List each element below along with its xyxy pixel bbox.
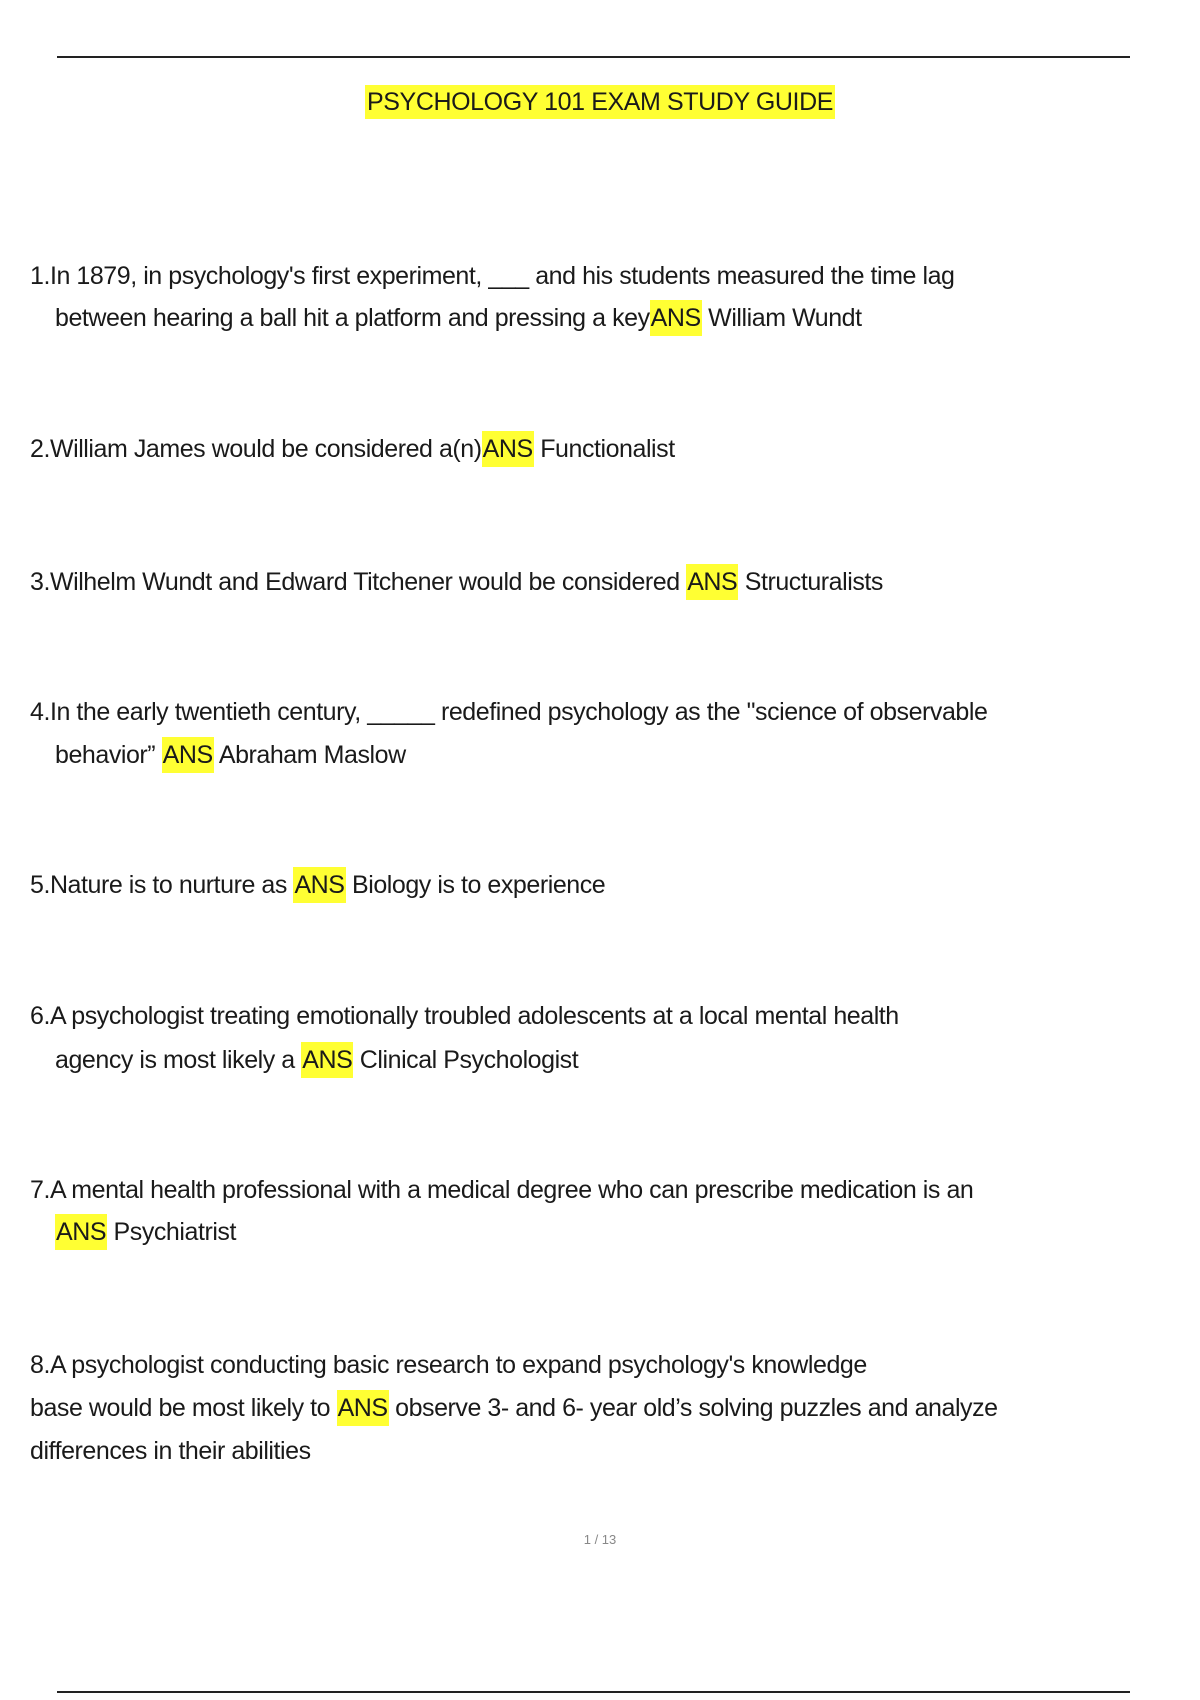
page-number: 1 / 13 bbox=[583, 1532, 617, 1547]
question-7-line bbox=[30, 1173, 973, 1207]
question-text: 2.William James would be considered a(n) bbox=[30, 435, 482, 463]
question-3-line bbox=[30, 565, 883, 599]
question-1-line bbox=[30, 259, 955, 293]
page-title bbox=[0, 88, 1200, 117]
title-text: PSYCHOLOGY 101 EXAM STUDY GUIDE bbox=[365, 85, 835, 119]
answer-text: Structuralists bbox=[738, 568, 883, 596]
answer-text: Biology is to experience bbox=[345, 871, 606, 899]
question-text: 3.Wilhelm Wundt and Edward Titchener would be considered bbox=[30, 568, 687, 596]
question-text: base would be most likely to bbox=[30, 1394, 337, 1422]
ans-label: ANS bbox=[650, 300, 702, 336]
bottom-rule bbox=[57, 1691, 1130, 1693]
answer-text: Abraham Maslow bbox=[213, 741, 406, 769]
question-8-line bbox=[30, 1348, 867, 1382]
question-text: 5.Nature is to nurture as bbox=[30, 871, 294, 899]
ans-label: ANS bbox=[482, 431, 534, 467]
answer-text: William Wundt bbox=[701, 304, 862, 332]
answer-text: Clinical Psychologist bbox=[353, 1046, 579, 1074]
question-6-line bbox=[55, 1043, 578, 1077]
question-2-line bbox=[30, 432, 675, 466]
ans-label: ANS bbox=[162, 737, 214, 773]
question-4-line bbox=[30, 695, 987, 729]
question-text: 6.A psychologist treating emotionally troubled adolescents at a local mental health bbox=[30, 1002, 899, 1030]
question-text: behavior” bbox=[55, 741, 162, 769]
ans-label: ANS bbox=[337, 1390, 389, 1426]
answer-text: observe 3- and 6- year old’s solving puzzles and analyze bbox=[388, 1394, 998, 1422]
question-text: agency is most likely a bbox=[55, 1046, 302, 1074]
question-text: 4.In the early twentieth century, _____ redefined psychology as the "science of observable bbox=[30, 698, 988, 726]
question-8-line bbox=[30, 1391, 998, 1425]
question-8-line bbox=[30, 1434, 311, 1468]
question-text: between hearing a ball hit a platform and pressing a key bbox=[55, 304, 650, 332]
answer-text: Functionalist bbox=[533, 435, 675, 463]
question-text: 8.A psychologist conducting basic research to expand psychology's knowledge bbox=[30, 1351, 867, 1379]
ans-label: ANS bbox=[293, 867, 345, 903]
top-rule bbox=[57, 56, 1130, 58]
question-6-line bbox=[30, 999, 899, 1033]
ans-label: ANS bbox=[55, 1214, 107, 1250]
question-text: differences in their abilities bbox=[30, 1437, 311, 1465]
ans-label: ANS bbox=[686, 564, 738, 600]
ans-label: ANS bbox=[301, 1042, 353, 1078]
question-text: 1.In 1879, in psychology's first experiment, ___ and his students measured the time lag bbox=[30, 262, 955, 290]
question-1-line bbox=[55, 301, 862, 335]
question-7-line bbox=[55, 1215, 236, 1249]
question-text: 7.A mental health professional with a medical degree who can prescribe medication is an bbox=[30, 1176, 974, 1204]
question-5-line bbox=[30, 868, 605, 902]
question-4-line bbox=[55, 738, 406, 772]
answer-text: Psychiatrist bbox=[107, 1218, 236, 1246]
